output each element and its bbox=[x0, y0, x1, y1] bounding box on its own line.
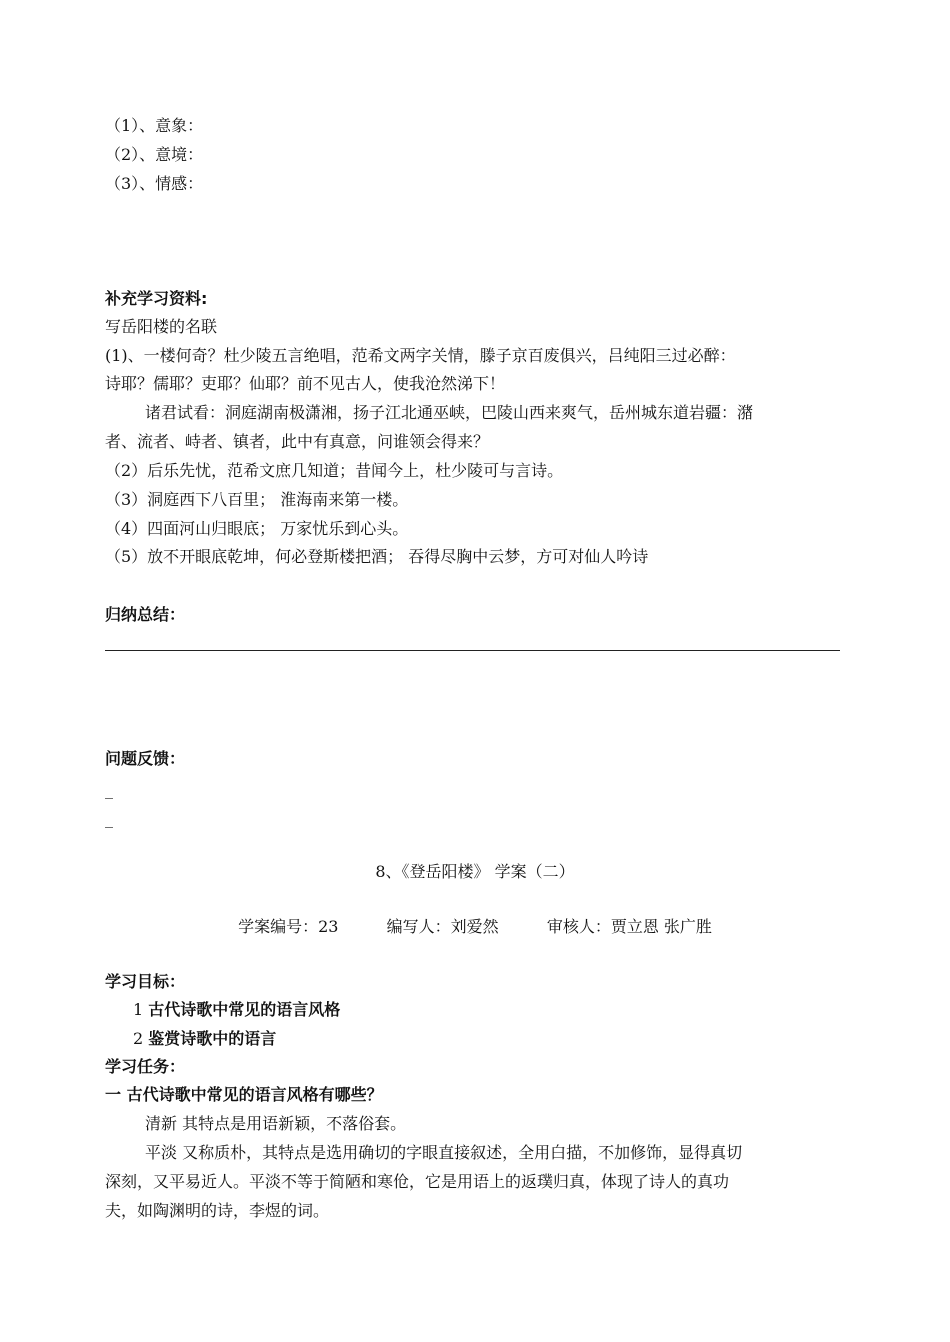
goal-1-text: 古代诗歌中常见的语言风格 bbox=[148, 1000, 341, 1019]
feedback-blank-1[interactable]: _ bbox=[105, 780, 113, 799]
couplet-4: （4）四面河山归眼底； 万家忧乐到心头。 bbox=[105, 519, 409, 538]
couplet-2: （2）后乐先忧，范希文庶几知道；昔闻今上，杜少陵可与言诗。 bbox=[105, 461, 564, 480]
summary-answer-line[interactable] bbox=[105, 650, 840, 651]
style-plain-line-3: 夫，如陶渊明的诗，李煜的词。 bbox=[105, 1201, 330, 1220]
couplet-1-line-1: (1)、一楼何奇？杜少陵五言绝唱，范希文两字关情，滕子京百废俱兴，吕纯阳三过必醉： bbox=[105, 346, 736, 365]
supplement-subtitle: 写岳阳楼的名联 bbox=[105, 317, 218, 336]
goal-2 bbox=[133, 1029, 873, 1049]
goal-2-text: 鉴赏诗歌中的语言 bbox=[148, 1029, 277, 1048]
style-plain-line-2: 深刻，又平易近人。平淡不等于简陋和寒伧，它是用语上的返璞归真，体现了诗人的真功 bbox=[105, 1172, 730, 1191]
lesson-number: 学案编号：23 bbox=[238, 917, 339, 936]
goal-1-number: 1 bbox=[133, 1000, 144, 1019]
summary-heading: 归纳总结： bbox=[105, 605, 186, 624]
couplet-5: （5）放不开眼底乾坤，何必登斯楼把酒； 吞得尽胸中云梦，方可对仙人吟诗 bbox=[105, 547, 649, 566]
goal-2-number: 2 bbox=[133, 1029, 144, 1048]
analysis-item-imagery: （1）、意象： bbox=[105, 116, 204, 135]
feedback-blank-2[interactable]: _ bbox=[105, 809, 113, 828]
style-plain-line-1: 平淡 又称质朴，其特点是选用确切的字眼直接叙述，全用白描，不加修饰，显得真切 bbox=[145, 1143, 743, 1162]
supplement-heading: 补充学习资料: bbox=[105, 289, 208, 308]
couplet-1-line-3: 诸君试看：洞庭湖南极潇湘，扬子江北通巫峡，巴陵山西来爽气，岳州城东道岩疆：潴 bbox=[145, 403, 754, 422]
analysis-item-mood: （2）、意境： bbox=[105, 145, 204, 164]
lesson-author: 编写人：刘爱然 bbox=[386, 917, 499, 936]
lesson-meta bbox=[0, 917, 950, 937]
feedback-heading: 问题反馈： bbox=[105, 749, 186, 768]
task-1-question: 一 古代诗歌中常见的语言风格有哪些？ bbox=[105, 1085, 383, 1104]
tasks-heading: 学习任务： bbox=[105, 1057, 186, 1076]
couplet-1-line-4: 者、流者、峙者、镇者，此中有真意，问谁领会得来？ bbox=[105, 432, 490, 451]
lesson-title: 8、《登岳阳楼》 学案（二） bbox=[375, 862, 575, 881]
goals-heading: 学习目标： bbox=[105, 972, 186, 991]
goal-1 bbox=[133, 1000, 873, 1020]
lesson-reviewer: 审核人：贾立恩 张广胜 bbox=[546, 917, 712, 936]
couplet-3: （3）洞庭西下八百里； 淮海南来第一楼。 bbox=[105, 490, 409, 509]
style-fresh: 清新 其特点是用语新颖，不落俗套。 bbox=[145, 1114, 407, 1133]
analysis-item-emotion: （3）、情感： bbox=[105, 174, 204, 193]
couplet-1-line-2: 诗耶？儒耶？吏耶？仙耶？前不见古人，使我沧然涕下！ bbox=[105, 374, 506, 393]
